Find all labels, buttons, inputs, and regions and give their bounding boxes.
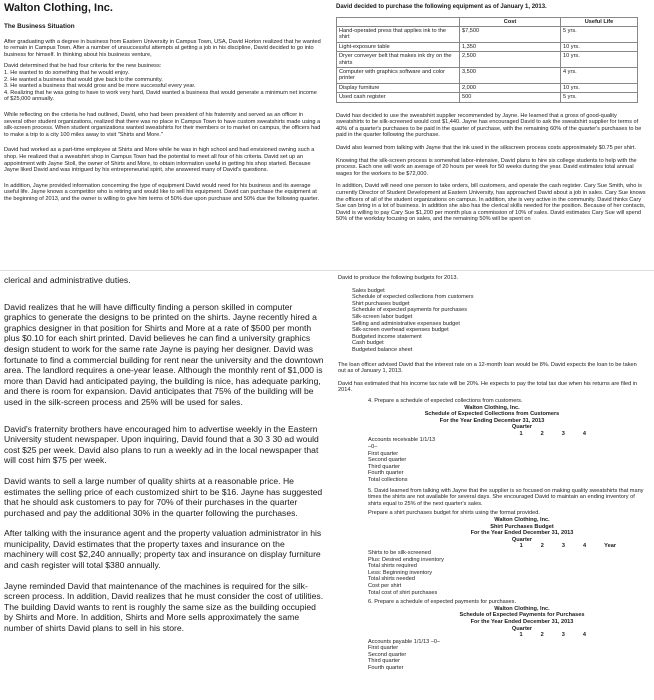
year-label: Year [604, 543, 616, 550]
schedule-row: Second quarter [368, 651, 407, 658]
paragraph: David also learned from talking with Jayne that the ink used in the silkscreen process costs approximately $0.75 per shirt. [336, 145, 637, 152]
quarter-number: 1 [519, 632, 523, 639]
quarter-number: 2 [540, 430, 544, 437]
paragraph: Knowing that the silk-screen process is somewhat labor-intensive, David plans to hire six college students to help with the process. Each one will work an average of 20 hours per week for 50 weeks during the year. David estimates total annual wages for the workers to be $72,000. [336, 157, 637, 177]
table-row [337, 83, 638, 92]
list-item: Sales budget [352, 287, 385, 294]
equipment-intro: David decided to purchase the following equipment as of January 1, 2013. [336, 4, 547, 10]
table-cell: 10 yrs. [561, 83, 638, 92]
quarter-number: 1 [519, 543, 523, 550]
q6-title: Schedule of Expected Payments for Purchases [459, 612, 585, 619]
schedule-row: Accounts receivable 1/1/13 –0– [368, 437, 436, 451]
q5-company: Walton Clothing, Inc. [494, 517, 550, 523]
paragraph: Jayne reminded David that maintenance of the machines is required for the silk-screen process. In addition, David realizes that he must consider the cost of utilities. The building David wants to rent is roughly the same size as the building occupied by Shirts and More. In addition, Shirts and More sells approximately the same number of shirts David plans to sell in his store. [4, 580, 324, 634]
paragraph: While reflecting on the criteria he had outlined, David, who had been president of his fraternity and served as an officer in several other student organizations, realized that there was no place in Campus Town to have custom sweatshirts made using a silk-screen process. When student organizations wanted sweatshirts for their members or to market on campus, the officers had to make a trip to a city 100 miles away to visit "Shirts and More." [4, 111, 321, 138]
table-row [337, 42, 638, 51]
right-top-column [336, 4, 646, 228]
table-row [337, 27, 638, 43]
quarter-number: 4 [582, 632, 586, 639]
table-cell: 5 yrs. [561, 93, 638, 102]
schedule-row: Total cost of shirt purchases [368, 589, 438, 596]
criteria-intro: David determined that he had four criteria for the new business: [4, 63, 162, 70]
quarter-number: 3 [561, 632, 565, 639]
table-cell: 2,500 [460, 52, 561, 68]
q4-company: Walton Clothing, Inc. [464, 404, 520, 411]
paragraph: David has decided to use the sweatshirt supplier recommended by Jayne. He learned that a gross of good-quality sweatshirts to be silk-screened would cost $1,440. Jayne has encouraged David to ask the sweatshirt supplier for terms of 40% of a quarter's purchases to be paid in the quarter of purchase, with the remaining 60% of the quarter's purchases to be paid in the quarter following the purchase. [336, 112, 642, 139]
criteria-item: 1. He wanted to do something that he would enjoy. [4, 69, 130, 76]
section-heading: The Business Situation [4, 23, 75, 30]
q4-label: 4. Prepare a schedule of expected collections from customers. [368, 397, 523, 404]
table-cell: 2,000 [460, 83, 561, 92]
quarter-number: 3 [561, 430, 565, 437]
table-header-cell [337, 17, 460, 26]
schedule-row: Fourth quarter [368, 665, 404, 672]
schedule-row: Fourth quarter [368, 470, 404, 477]
q5-title: Shirt Purchases Budget [490, 523, 554, 530]
table-cell: Light-exposure table [337, 42, 460, 51]
criteria-item: 2. He wanted a business that would give back to the community. [4, 76, 163, 83]
q5-text: 5. David learned from talking with Jayne that the supplier is so focused on making quality sweatshirts that many times the shirts are not available for several days. She encouraged David to maintain an ending inventory of shirts equal to 25% of the next quarter's sales. [368, 487, 644, 507]
table-cell: Dryer conveyer belt that makes ink dry on the shirts [337, 52, 460, 68]
list-item: Silk-screen overhead expenses budget [352, 327, 449, 334]
table-cell: Display furniture [337, 83, 460, 92]
budgets-intro: David to produce the following budgets for 2013. [338, 275, 459, 281]
table-cell: 1,350 [460, 42, 561, 51]
table-header-cell: Cost [460, 17, 561, 26]
table-cell: 10 yrs. [561, 42, 638, 51]
page-title: Walton Clothing, Inc. [4, 2, 113, 14]
loan-text: The loan officer advised David that the interest rate on a 12-month loan would be 8%. David expects the loan to be taken out as of January 1, 2013. [338, 361, 637, 375]
paragraph: clerical and administrative duties. [4, 275, 131, 285]
list-item: Schedule of expected payments for purchases [352, 307, 468, 314]
q6-label: 6. Prepare a schedule of expected payments for purchases. [368, 599, 517, 606]
q6-company: Walton Clothing, Inc. [494, 605, 550, 612]
schedule-row: Third quarter [368, 658, 401, 665]
paragraph: David realizes that he will have difficulty finding a person skilled in computer graphics to generate the designs to be printed on the shirts. Jayne recently hired a graphics designer in that position for Shirts and More at a rate of $500 per month plus $0.10 for each shirt printed. David believes he can find a university graphics design student to work for the same rate Jayne is paying her designer. David was fortunate to find a commercial building for rent near the university and the downtown area. The landlord requires a one-year lease. Although the monthly rent of $1,000 is more than David had anticipated paying, the building is nice, has adequate parking, and there is room for expansion. David anticipates that 75% of the building will be used in the silk-screen process and 25% will be used for sales. [4, 301, 324, 407]
q4-rows [368, 437, 438, 483]
list-item: Cash budget [352, 340, 384, 347]
table-cell: $7,500 [460, 27, 561, 43]
table-cell: 4 yrs. [561, 68, 638, 84]
list-item: Budgeted balance sheet [352, 346, 413, 353]
paragraph: David's fraternity brothers have encouraged him to advertise weekly in the Eastern University student newspaper. Upon inquiring, David found that a 30 3 30 ad would cost $25 per week. David also plans to run a weekly ad in the local newspaper that will cost him $75 per week. [4, 423, 319, 466]
q6-quarter-numbers [338, 632, 586, 639]
schedule-row: Cost per shirt [368, 582, 402, 589]
schedule-row: Less: Beginning inventory [368, 569, 433, 576]
left-bottom-column [4, 275, 324, 639]
table-cell: 5 yrs. [561, 27, 638, 43]
quarter-number: 4 [582, 430, 586, 437]
right-bottom-column [338, 275, 646, 672]
list-item: Budgeted income statement [352, 333, 422, 340]
q5-prepare: Prepare a shirt purchases budget for shirts using the format provided. [368, 510, 540, 517]
schedule-row: First quarter [368, 645, 399, 652]
schedule-row: Shirts to be silk-screened [368, 549, 431, 556]
quarter-number: 1 [519, 430, 523, 437]
schedule-row: Second quarter [368, 457, 407, 464]
schedule-row: Total shirts needed [368, 576, 415, 583]
table-cell: 500 [460, 93, 561, 102]
schedule-row: Total collections [368, 477, 408, 484]
section-divider [0, 270, 654, 271]
table-cell: Hand-operated press that applies ink to the shirt [337, 27, 460, 43]
table-header-cell: Useful Life [561, 17, 638, 26]
paragraph: After graduating with a degree in business from Eastern University in Campus Town, USA, David Horton realized that he wanted to remain in Campus Town. After a number of unsuccessful attempts at getting a job in his discipline, David decided to go into business for himself. In thinking about his business venture, [4, 38, 321, 58]
q5-quarter-label: Quarter [511, 536, 533, 543]
schedule-row: Third quarter [368, 463, 401, 470]
paragraph: In addition, Jayne provided information concerning the type of equipment David would need for his business and its average useful life. Jayne knows a competitor who is retiring and would like to sell his equipment. David can purchase the equipment at the beginning of 2013, and the owner is willing to give him terms of 50% due upon purchase and 50% due the following quarter. [4, 182, 320, 202]
criteria-item: 3. He wanted a business that would grow and be more successful every year. [4, 83, 196, 90]
paragraph: In addition, David will need one person to take orders, bill customers, and operate the cash register. Cary Sue Smith, who is currently Director of Student Development at Eastern University, has approached David about a job in sales. Cary Sue knows the officers of all of the student organizations on campus. In addition, she is very active in the community. David thinks Cary Sue can bring in a lot of business. In addition she also has the clerical skills needed for the position. Because of her contacts, David is willing to pay Cary Sue $1,200 per month plus a commission of 10% of sales. David estimates Cary Sue will spend 50% of the workday focusing on sales, and the remaining 50% will be spent on [336, 183, 646, 223]
list-item: Silk-screen labor budget [352, 313, 413, 320]
paragraph: David wants to sell a large number of quality shirts at a reasonable price. He estimates the selling price of each customized shirt to be $16. Jayne has suggested that he should ask customers to pay for 70% of their purchases in the quarter purchased and pay the additional 30% in the quarter following the purchases. [4, 475, 323, 518]
equipment-table [336, 17, 638, 103]
q6-quarter-label: Quarter [511, 625, 533, 632]
q4-quarter-numbers [338, 431, 586, 438]
table-header-row [337, 17, 638, 26]
quarter-number: 2 [540, 543, 544, 550]
schedule-row: Total shirts required [368, 563, 417, 570]
schedule-row: Accounts payable 1/1/13 –0– [368, 638, 441, 645]
paragraph: After talking with the insurance agent and the property valuation administrator in his municipality, David estimates that the property taxes and insurance on the machinery will cost $2,240 annually; property tax and insurance on display furniture and cash register will total $380 annually. [4, 528, 322, 571]
q6-rows [368, 639, 448, 672]
budget-list [352, 288, 646, 354]
table-cell: 3,500 [460, 68, 561, 84]
quarter-number: 4 [583, 543, 587, 550]
list-item: Selling and administrative expenses budget [352, 320, 460, 327]
q5-rows [368, 550, 448, 596]
q4-period: For the Year Ending December 31, 2013 [439, 417, 545, 424]
list-item: Shirt purchases budget [352, 300, 410, 307]
left-top-column [4, 24, 322, 207]
schedule-row: Plus: Desired ending inventory [368, 556, 444, 563]
tax-text: David has estimated that his income tax rate will be 20%. He expects to pay the total tax due when his returns are filed in 2014. [338, 380, 638, 394]
table-cell: Used cash register [337, 93, 460, 102]
q5-quarter-numbers [338, 543, 616, 550]
table-row [337, 52, 638, 68]
q4-quarter-label: Quarter [511, 424, 533, 431]
quarter-number: 3 [561, 543, 566, 550]
table-row [337, 68, 638, 84]
q4-title: Schedule of Expected Collections from Customers [424, 411, 560, 418]
paragraph: David had worked as a part-time employee at Shirts and More while he was in high school and had envisioned owning such a shop. He realized that a sweatshirt shop in Campus Town had the potential to meet all four of his criteria. David set up an appointment with Jayne Stoll, the owner of Shirts and More, to obtain information useful in getting his shop started. Because Jayne liked David and was intrigued by his entrepreneurial spirit, she answered many of David's questions. [4, 147, 315, 174]
criteria-item: 4. Realizing that he was going to have to work very hard, David wanted a business that would generate a minimum net income of $25,000 annually. [4, 89, 317, 103]
q6-period: For the Year Ended December 31, 2013 [470, 618, 574, 625]
q5-period: For the Year Ended December 31, 2013 [470, 530, 574, 537]
quarter-number: 2 [540, 632, 544, 639]
table-cell: 10 yrs. [561, 52, 638, 68]
table-row [337, 93, 638, 102]
list-item: Schedule of expected collections from customers [352, 294, 474, 301]
table-cell: Computer with graphics software and color printer [337, 68, 460, 84]
schedule-row: First quarter [368, 450, 399, 457]
